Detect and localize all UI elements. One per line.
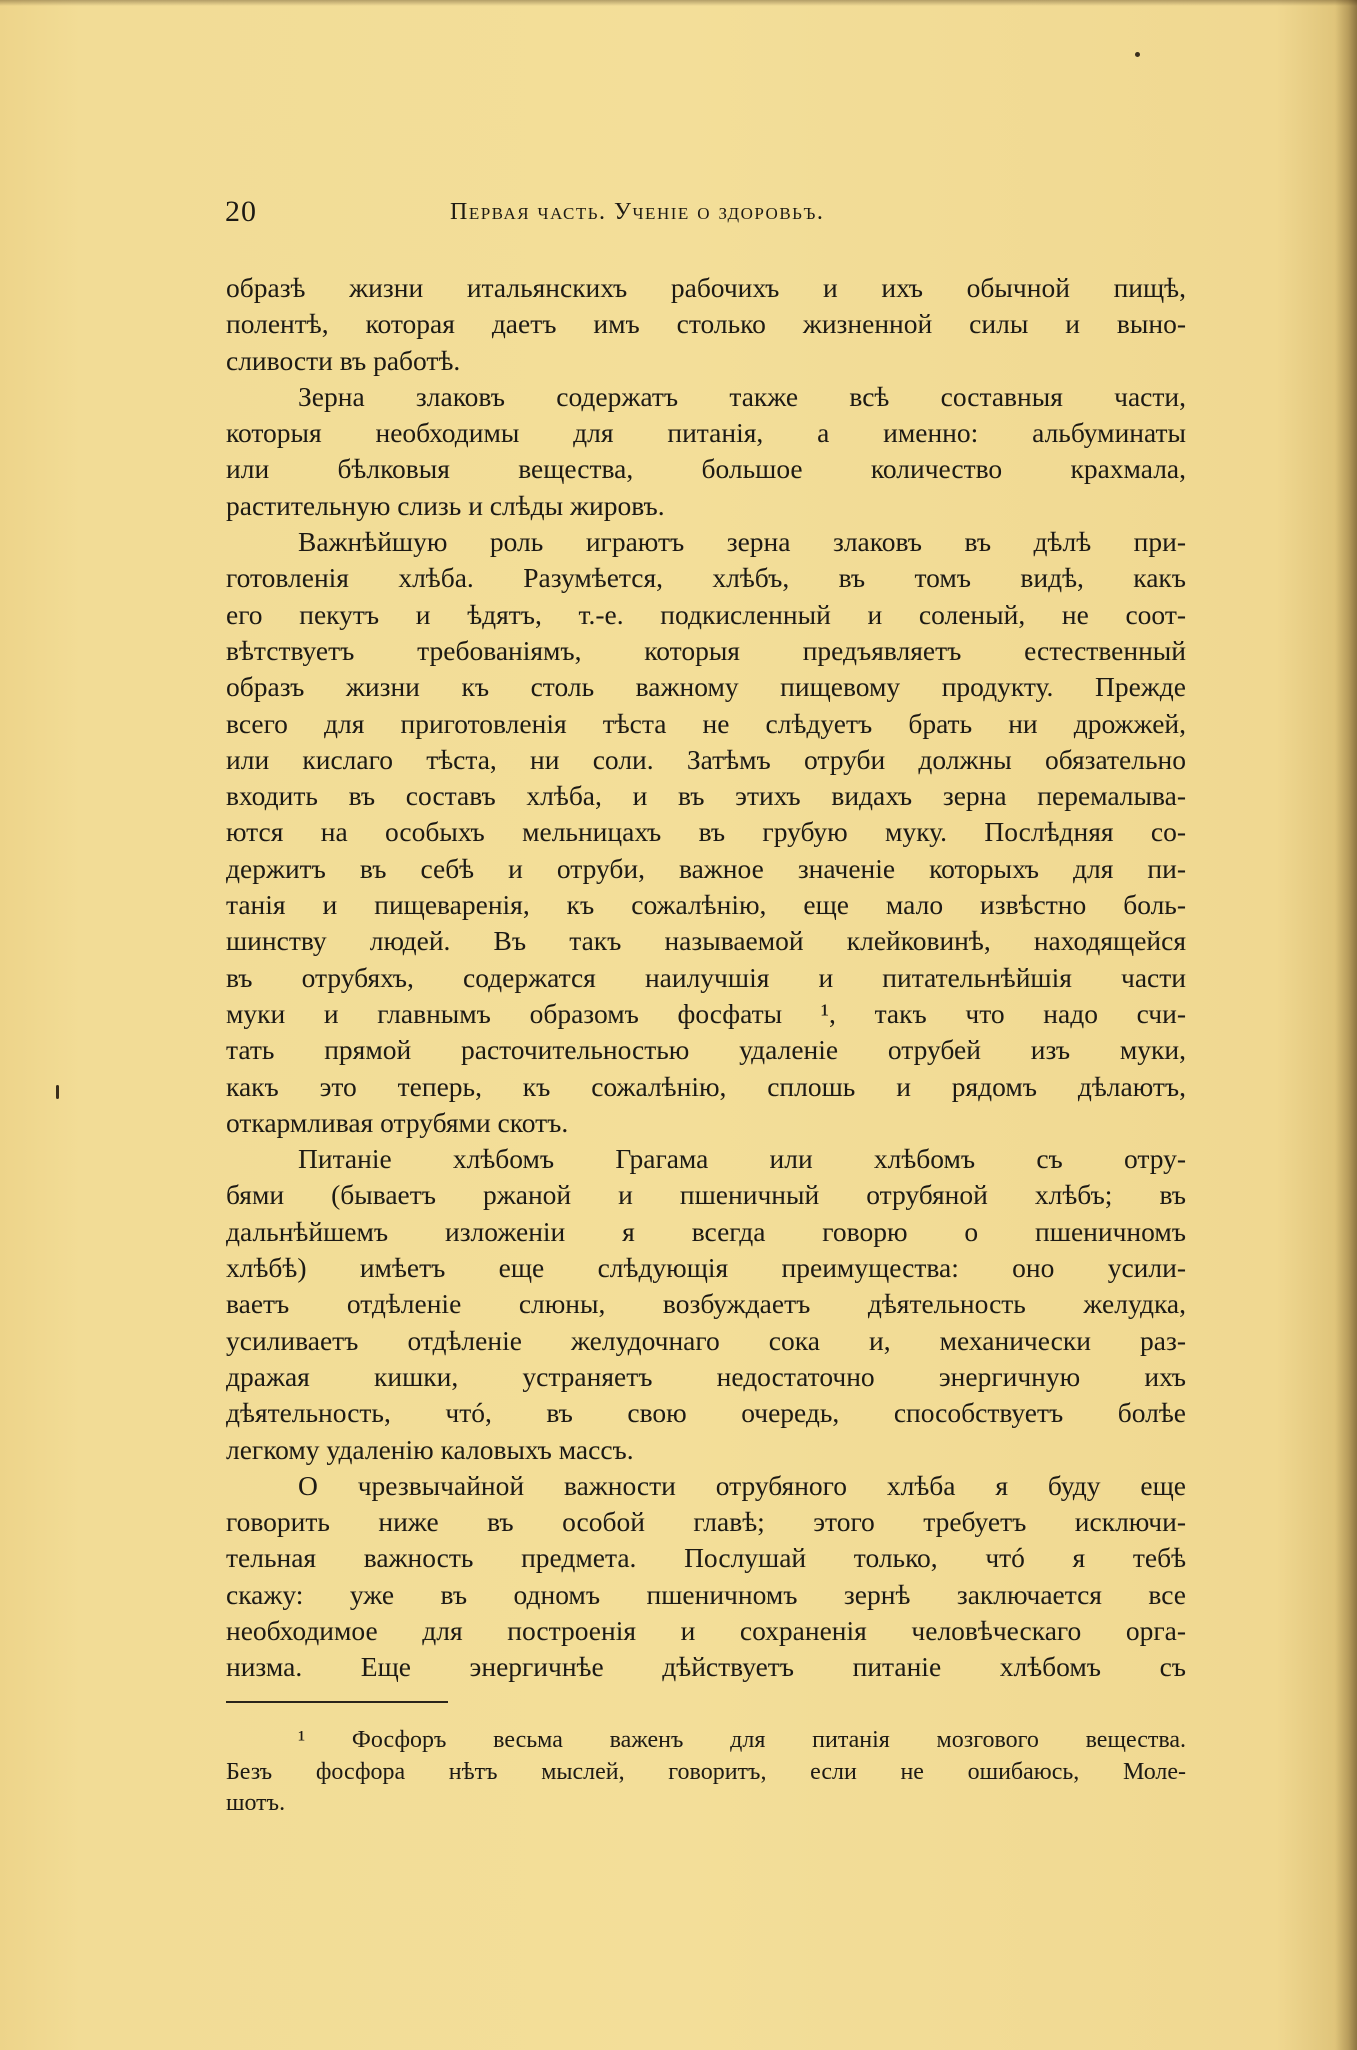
text-line: скажу: уже въ одномъ пшеничномъ зернѣ заключается все <box>226 1578 1186 1610</box>
text-line: вѣтствуетъ требованіямъ, которыя предъявляетъ естественный <box>226 634 1186 666</box>
footnote-line: ¹ Фосфоръ весьма важенъ для питанія мозгового вещества. <box>298 1727 1186 1753</box>
text-line: муки и главнымъ образомъ фосфаты ¹, такъ что надо счи- <box>226 997 1186 1029</box>
text-line: образѣ жизни итальянскихъ рабочихъ и ихъ обычной пищѣ, <box>226 272 1186 303</box>
text-line: тать прямой расточительностью удаленіе отрубей изъ муки, <box>226 1034 1186 1066</box>
page-top-shadow <box>0 0 1357 6</box>
text-line: ваетъ отдѣленіе слюны, возбуждаетъ дѣятельность желудка, <box>226 1288 1186 1320</box>
text-line: всего для приготовленія тѣста не слѣдуетъ брать ни дрожжей, <box>226 707 1186 739</box>
footnotes <box>226 1725 1186 1820</box>
footnote-rule <box>226 1701 448 1703</box>
footnote-line: Безъ фосфора нѣтъ мыслей, говоритъ, если не ошибаюсь, Моле- <box>226 1758 1186 1785</box>
text-line: дражая кишки, устраняетъ недостаточно энергичную ихъ <box>226 1360 1186 1392</box>
body-text <box>226 270 1186 1686</box>
text-line: держитъ въ себѣ и отруби, важное значеніе которыхъ для пи- <box>226 852 1186 884</box>
text-line: растительную слизь и слѣды жировъ. <box>226 489 665 521</box>
paper-speck <box>56 1085 59 1099</box>
text-line: откармливая отрубями скотъ. <box>226 1106 569 1138</box>
text-line: въ отрубяхъ, содержатся наилучшія и питательнѣйшія части <box>226 961 1186 993</box>
page-header <box>225 195 1185 235</box>
text-line: образъ жизни къ столь важному пищевому продукту. Прежде <box>226 671 1186 703</box>
page-binding-shadow <box>1335 0 1357 2050</box>
text-line: ются на особыхъ мельницахъ въ грубую муку. Послѣдняя со- <box>226 816 1186 848</box>
footnote-line: шотъ. <box>226 1790 286 1816</box>
text-line: его пекутъ и ѣдятъ, т.-е. подкисленный и соленый, не соот- <box>226 598 1186 630</box>
text-line: или бѣлковыя вещества, большое количество крахмала, <box>226 453 1186 485</box>
text-line: Питаніе хлѣбомъ Грагама или хлѣбомъ съ отру- <box>298 1143 1186 1175</box>
text-line: танія и пищеваренія, къ сожалѣнію, еще мало извѣстно боль- <box>226 889 1186 921</box>
text-line: сливости въ работѣ. <box>226 344 461 376</box>
text-line: Важнѣйшую роль играютъ зерна злаковъ въ дѣлѣ при- <box>298 526 1186 558</box>
text-line: которыя необходимы для питанія, а именно: альбуминаты <box>226 417 1186 449</box>
text-line: Зерна злаковъ содержатъ также всѣ составныя части, <box>298 380 1186 412</box>
page-number: 20 <box>225 195 257 228</box>
text-line: полентѣ, которая даетъ имъ столько жизненной силы и выно- <box>226 308 1186 340</box>
text-line: легкому удаленію каловыхъ массъ. <box>226 1433 634 1465</box>
text-line: хлѣбѣ) имѣетъ еще слѣдующія преимущества: оно усили- <box>226 1252 1186 1284</box>
text-line: дѣятельность, чтó, въ свою очередь, способствуетъ болѣе <box>226 1397 1186 1429</box>
text-line: усиливаетъ отдѣленіе желудочнаго сока и, механически раз- <box>226 1324 1186 1356</box>
text-line: готовленія хлѣба. Разумѣется, хлѣбъ, въ томъ видѣ, какъ <box>226 562 1186 594</box>
text-line: низма. Еще энергичнѣе дѣйствуетъ питаніе хлѣбомъ съ <box>226 1651 1186 1683</box>
text-line: или кислаго тѣста, ни соли. Затѣмъ отруби должны обязательно <box>226 743 1186 775</box>
text-line: дальнѣйшемъ изложеніи я всегда говорю о пшеничномъ <box>226 1215 1186 1247</box>
paper-speck <box>1135 52 1140 57</box>
text-line: О чрезвычайной важности отрубяного хлѣба я буду еще <box>298 1469 1186 1501</box>
text-line: бями (бываетъ ржаной и пшеничный отрубяной хлѣбъ; въ <box>226 1179 1186 1211</box>
running-head: Первая часть. Ученіе о здоровьъ. <box>450 199 825 225</box>
text-line: необходимое для построенія и сохраненія человѣческаго орга- <box>226 1614 1186 1646</box>
text-line: шинству людей. Въ такъ называемой клейковинѣ, находящейся <box>226 925 1186 957</box>
text-line: говорить ниже въ особой главѣ; этого требуетъ исключи- <box>226 1506 1186 1538</box>
text-line: какъ это теперь, къ сожалѣнію, сплошь и рядомъ дѣлаютъ, <box>226 1070 1186 1102</box>
text-line: входить въ составъ хлѣба, и въ этихъ видахъ зерна перемалыва- <box>226 780 1186 812</box>
text-line: тельная важность предмета. Послушай только, чтó я тебѣ <box>226 1542 1186 1574</box>
